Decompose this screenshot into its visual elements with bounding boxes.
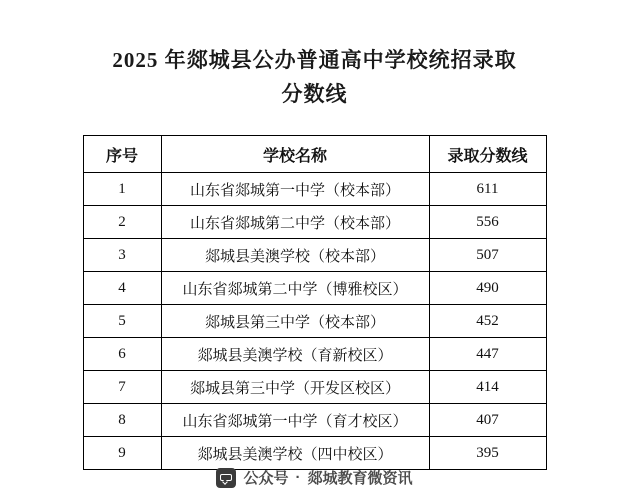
table-row (83, 206, 546, 239)
cell-score: 611 (429, 173, 546, 206)
cell-score: 490 (429, 272, 546, 305)
cell-score: 447 (429, 338, 546, 371)
watermark-label: 公众号 (243, 470, 289, 487)
cell-index: 5 (83, 305, 161, 338)
cell-index: 4 (83, 272, 161, 305)
cell-index: 6 (83, 338, 161, 371)
cell-index: 9 (83, 437, 161, 470)
column-header-score: 录取分数线 (429, 136, 546, 173)
cell-index: 8 (83, 404, 161, 437)
cell-school: 郯城县第三中学（校本部） (161, 305, 429, 338)
table-body (83, 173, 546, 470)
table-row (83, 305, 546, 338)
cell-index: 1 (83, 173, 161, 206)
cell-school: 山东省郯城第一中学（校本部） (161, 173, 429, 206)
cell-score: 507 (429, 239, 546, 272)
cell-index: 2 (83, 206, 161, 239)
table-row (83, 404, 546, 437)
table-row (83, 338, 546, 371)
table-row (83, 437, 546, 470)
wechat-logo-icon (216, 468, 236, 488)
cell-school: 山东省郯城第一中学（育才校区） (161, 404, 429, 437)
score-table-container (0, 135, 629, 470)
cell-score: 414 (429, 371, 546, 404)
table-row (83, 173, 546, 206)
table-row (83, 239, 546, 272)
page-title-line-1: 2025 年郯城县公办普通高中学校统招录取 (112, 48, 517, 72)
cell-score: 452 (429, 305, 546, 338)
admission-score-table (83, 135, 547, 470)
column-header-school: 学校名称 (161, 136, 429, 173)
cell-school: 郯城县美澳学校（四中校区） (161, 437, 429, 470)
cell-score: 556 (429, 206, 546, 239)
cell-school: 郯城县美澳学校（育新校区） (161, 338, 429, 371)
column-header-index: 序号 (83, 136, 161, 173)
cell-index: 3 (83, 239, 161, 272)
footer (0, 467, 629, 488)
cell-score: 395 (429, 437, 546, 470)
cell-school: 山东省郯城第二中学（博雅校区） (161, 272, 429, 305)
table-header-row (83, 136, 546, 173)
cell-school: 郯城县第三中学（开发区校区） (161, 371, 429, 404)
page-title-line-2: 分数线 (281, 82, 348, 106)
page-title (0, 0, 629, 111)
watermark-separator: · (295, 469, 301, 486)
table-header (83, 136, 546, 173)
table-row (83, 272, 546, 305)
watermark-account-name: 郯城教育微资讯 (307, 470, 413, 487)
cell-school: 山东省郯城第二中学（校本部） (161, 206, 429, 239)
table-row (83, 371, 546, 404)
watermark (216, 467, 412, 488)
cell-school: 郯城县美澳学校（校本部） (161, 239, 429, 272)
cell-index: 7 (83, 371, 161, 404)
cell-score: 407 (429, 404, 546, 437)
